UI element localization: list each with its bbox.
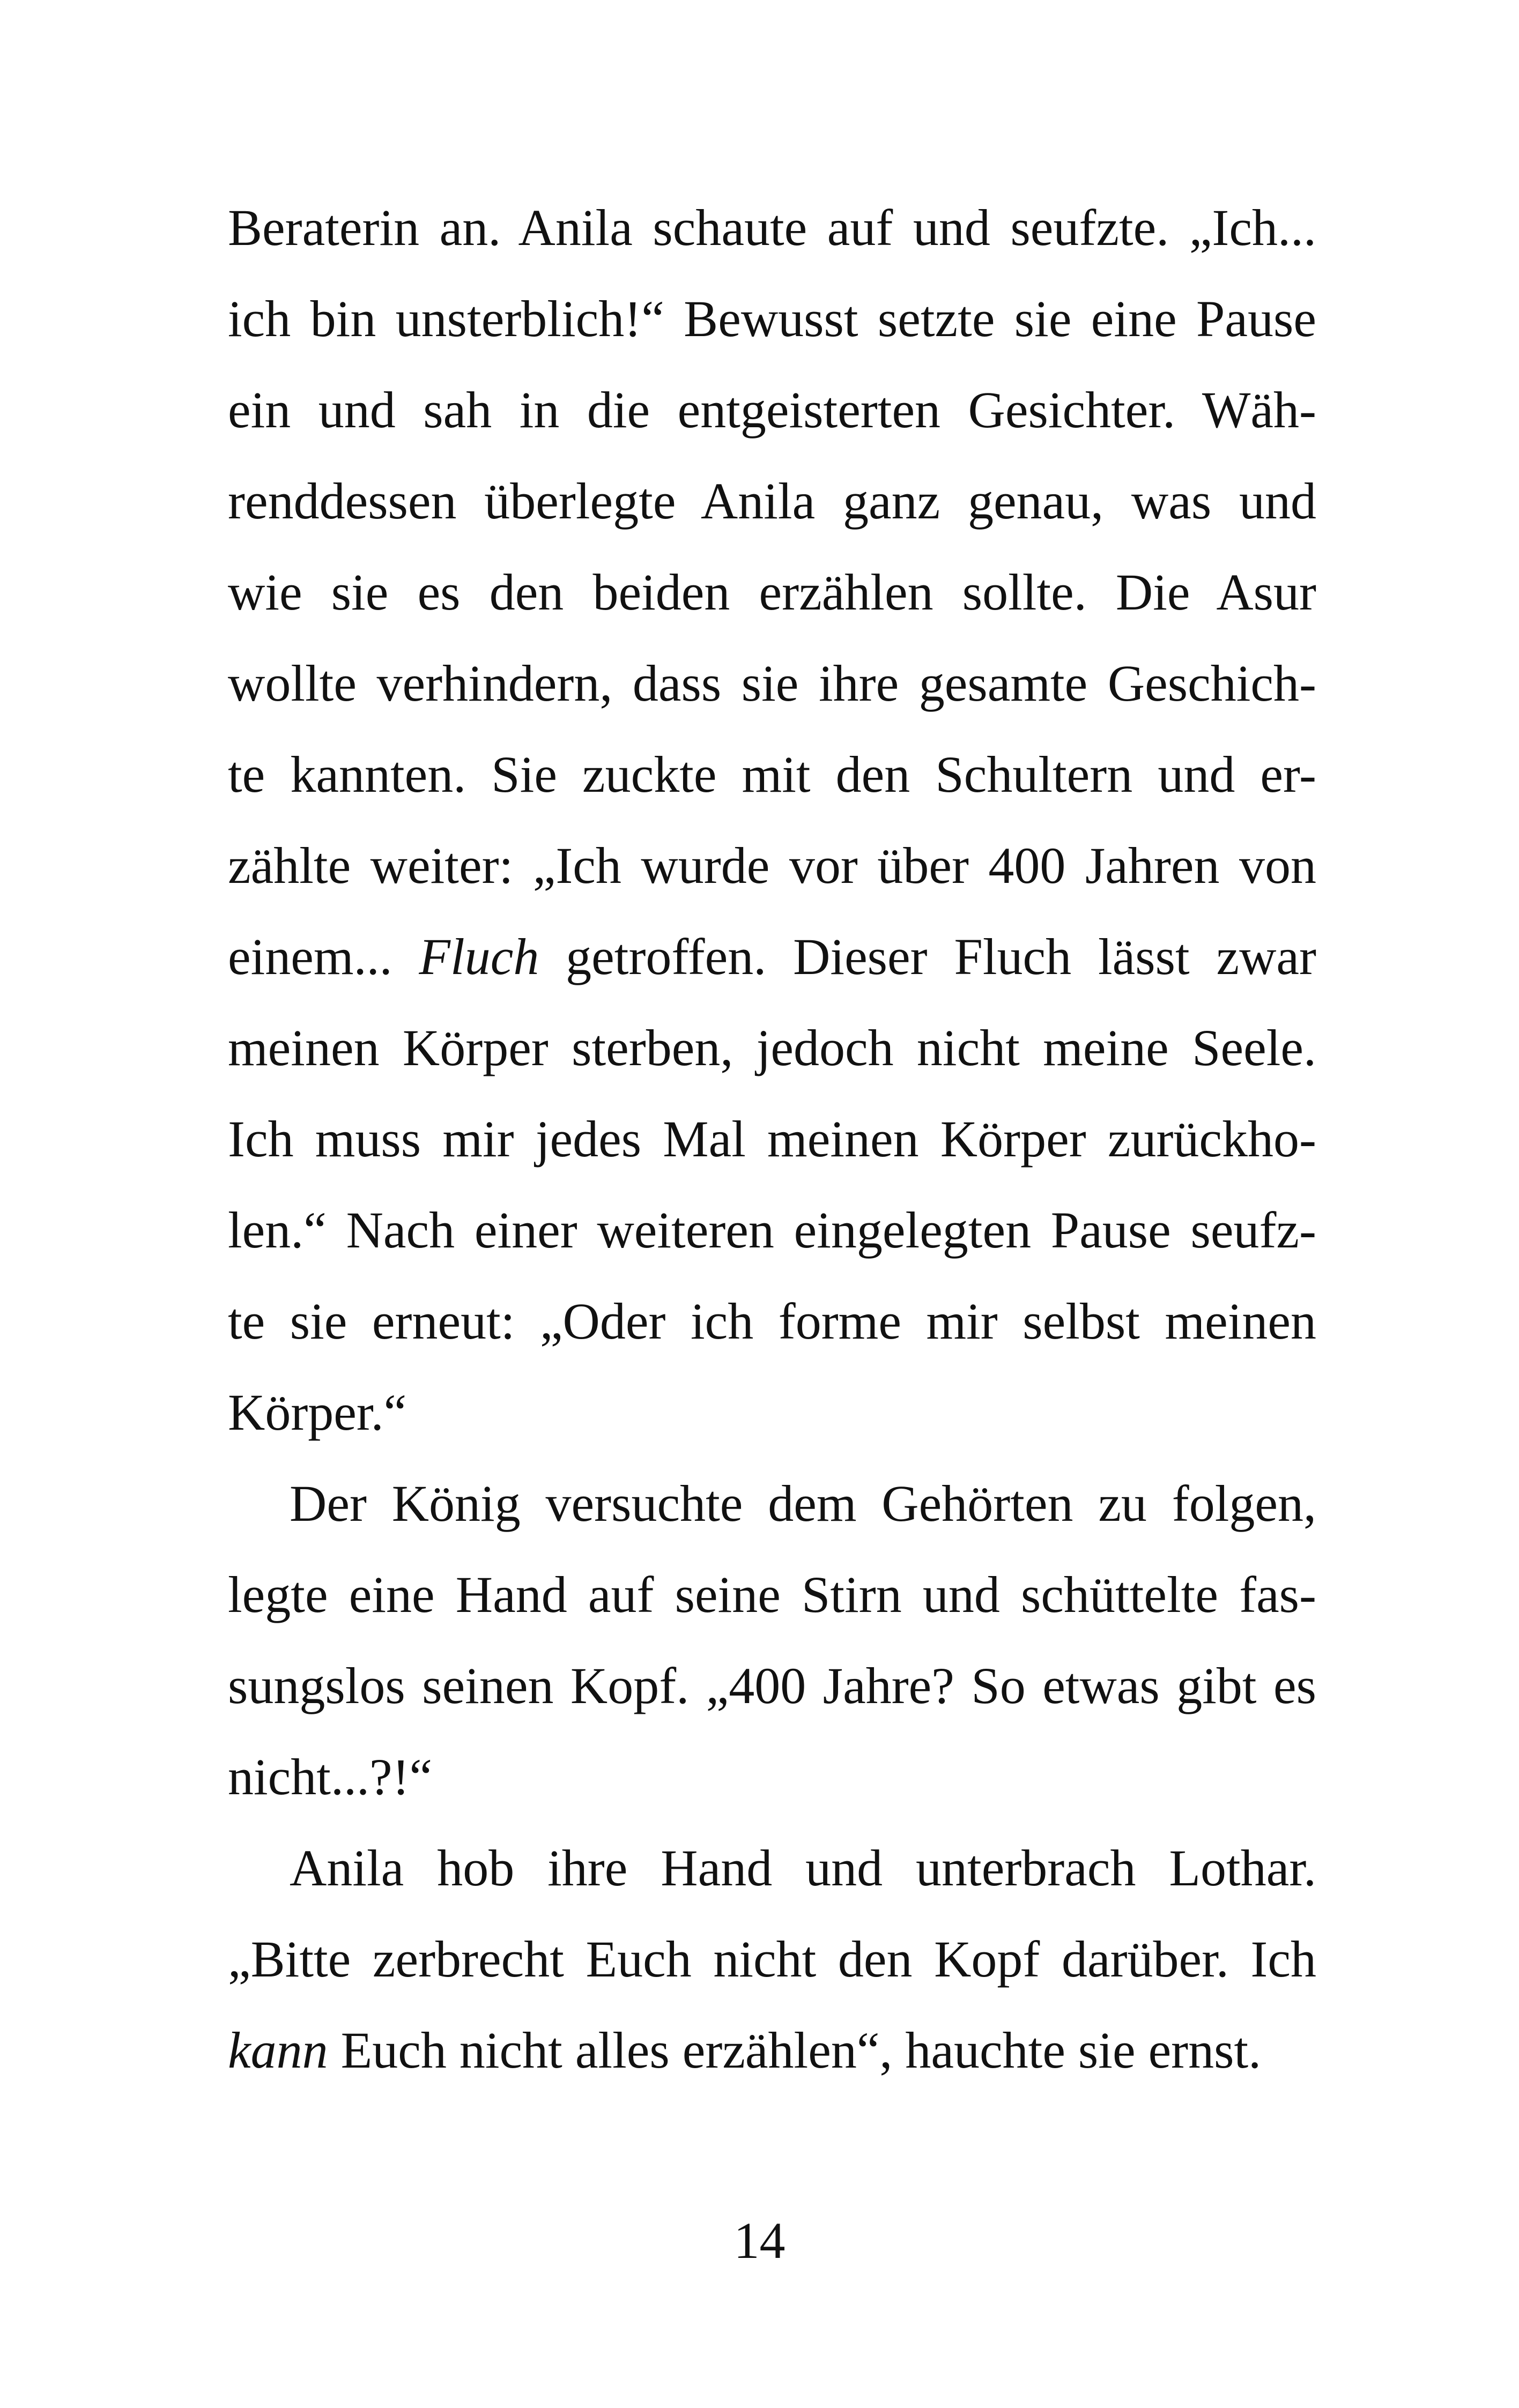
text-run: renddessen überlegte Anila ganz genau, was und <box>228 472 1316 530</box>
text-line <box>228 1185 1316 1276</box>
text-line <box>228 365 1316 456</box>
text-line <box>228 2005 1316 2096</box>
text-run: einem... <box>228 928 419 985</box>
text-run: Ich muss mir jedes Mal meinen Körper zurückho- <box>228 1110 1316 1168</box>
text-line <box>228 1458 1316 1549</box>
text-line <box>228 1549 1316 1640</box>
text-run: „Bitte zerbrecht Euch nicht den Kopf darüber. Ich <box>228 1930 1316 1988</box>
paragraph <box>228 182 1316 1458</box>
text-run: zählte weiter: „Ich wurde vor über 400 Jahren von <box>228 837 1316 894</box>
text-line <box>228 273 1316 365</box>
text-line <box>228 1367 1316 1458</box>
body-text <box>228 182 1316 2096</box>
text-run: len.“ Nach einer weiteren eingelegten Pause seufz- <box>228 1201 1316 1259</box>
text-run: te sie erneut: „Oder ich forme mir selbst meinen <box>228 1292 1316 1350</box>
text-run: wie sie es den beiden erzählen sollte. Die Asur <box>228 563 1316 621</box>
text-line <box>228 1094 1316 1185</box>
text-line <box>228 182 1316 273</box>
text-line <box>228 1002 1316 1094</box>
text-line <box>228 820 1316 911</box>
text-run: Der König versuchte dem Gehörten zu folgen, <box>290 1475 1316 1532</box>
text-line <box>228 1731 1316 1823</box>
text-run: ein und sah in die entgeisterten Gesichter. Wäh- <box>228 381 1316 439</box>
paragraph <box>228 1823 1316 2096</box>
text-line <box>228 1276 1316 1367</box>
text-run: Körper.“ <box>228 1384 407 1441</box>
text-run: legte eine Hand auf seine Stirn und schüttelte fas- <box>228 1566 1316 1623</box>
text-line <box>228 638 1316 729</box>
italic-text: kann <box>228 2021 328 2079</box>
text-line <box>228 1640 1316 1731</box>
paragraph <box>228 1458 1316 1823</box>
text-line <box>228 547 1316 638</box>
text-line <box>228 911 1316 1002</box>
text-line <box>228 1914 1316 2005</box>
text-run: getroffen. Dieser Fluch lässt zwar <box>539 928 1317 985</box>
text-run: wollte verhindern, dass sie ihre gesamte Geschich- <box>228 655 1316 712</box>
text-line <box>228 456 1316 547</box>
text-run: meinen Körper sterben, jedoch nicht meine Seele. <box>228 1019 1316 1076</box>
page-number: 14 <box>733 2212 786 2269</box>
text-run: Euch nicht alles erzählen“, hauchte sie ernst. <box>328 2021 1262 2079</box>
italic-text: Fluch <box>419 928 539 985</box>
text-run: ich bin unsterblich!“ Bewusst setzte sie eine Pause <box>228 290 1316 347</box>
text-run: sungslos seinen Kopf. „400 Jahre? So etwas gibt es <box>228 1657 1316 1714</box>
text-run: nicht...?!“ <box>228 1748 433 1805</box>
text-run: Beraterin an. Anila schaute auf und seufzte. „Ich... <box>228 199 1316 256</box>
text-run: Anila hob ihre Hand und unterbrach Lothar. <box>290 1839 1316 1897</box>
text-line <box>228 729 1316 820</box>
text-line <box>228 1823 1316 1914</box>
text-run: te kannten. Sie zuckte mit den Schultern und er- <box>228 746 1316 803</box>
